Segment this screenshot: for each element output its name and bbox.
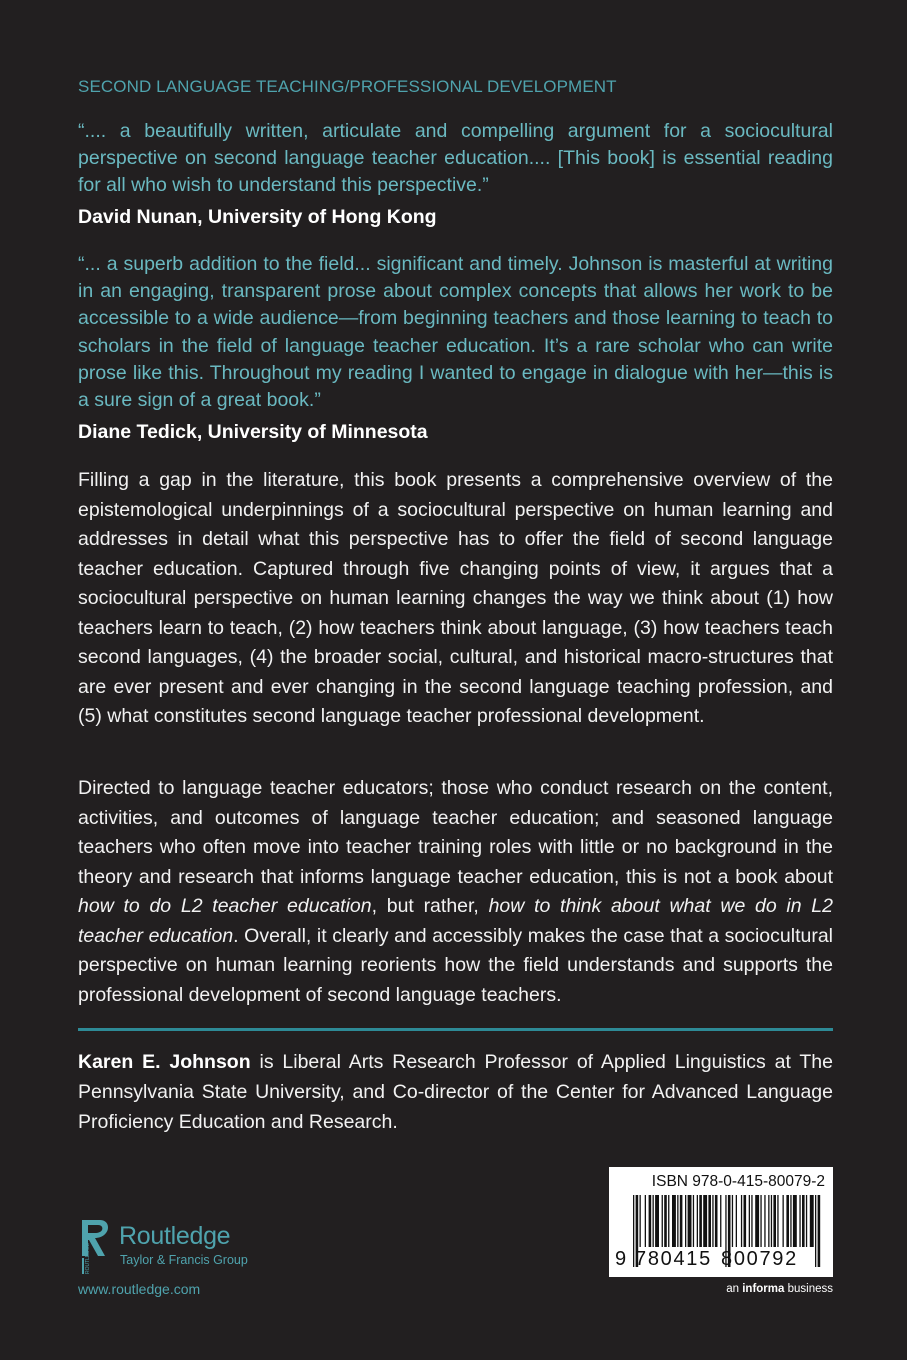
review-quote-1: “.... a beautifully written, articulate and compelling argument for a sociocultural perspective on second language teacher education.... [This book] is essential reading for all who wish to understand this perspective.” xyxy=(78,120,833,197)
svg-text:ROUTLEDGE: ROUTLEDGE xyxy=(85,1242,91,1274)
informa-tagline: an informa business xyxy=(726,1283,833,1295)
publisher-website: www.routledge.com xyxy=(78,1281,201,1297)
barcode-digits-group-1: 780415 xyxy=(635,1248,712,1270)
review-quote-2: “... a superb addition to the field... significant and timely. Johnson is masterful at writing in an engaging, transparent prose about complex concepts that allows her work to be accessible to a wide audience—from beginning teachers and those learning to teach to scholars in the field of language teacher education. It’s a rare scholar who can write prose like this. Throughout my reading I wanted to engage in dialogue with her—this is a sure sign of a great book.” xyxy=(78,253,833,412)
isbn-barcode xyxy=(609,1167,833,1277)
barcode-digits-group-2: 800792 xyxy=(721,1248,798,1270)
category-label: SECOND LANGUAGE TEACHING/PROFESSIONAL DEVELOPMENT xyxy=(78,77,617,96)
description-paragraph-1: Filling a gap in the literature, this book presents a comprehensive overview of the epistemological underpinnings of a sociocultural perspective on human learning and addresses in detail what this perspective has to offer the field of second language teacher education. Captured through five changing points of view, it argues that a sociocultural perspective on human learning changes the way we think about (1) how teachers learn to teach, (2) how teachers think about language, (3) how teachers teach second languages, (4) the broader social, cultural, and historical macro-structures that are ever present and ever changing in the second language teaching profession, and (5) what constitutes second language teacher professional development. xyxy=(78,469,833,727)
publisher-logo xyxy=(78,1218,268,1278)
barcode-digit-lead: 9 xyxy=(615,1248,627,1270)
review-attribution-2: Diane Tedick, University of Minnesota xyxy=(78,421,428,443)
author-name: Karen E. Johnson xyxy=(78,1051,251,1073)
review-attribution-1: David Nunan, University of Hong Kong xyxy=(78,206,437,228)
routledge-logo-icon xyxy=(78,1218,112,1276)
author-bio: Karen E. Johnson is Liberal Arts Research Professor of Applied Linguistics at The Pennsylvania State University, and Co-director of the Center for Advanced Language Proficiency Education and Research. xyxy=(78,1051,833,1133)
publisher-group: Taylor & Francis Group xyxy=(120,1253,248,1267)
section-divider xyxy=(78,1028,833,1031)
publisher-name: Routledge xyxy=(119,1222,231,1250)
isbn-number: ISBN 978-0-415-80079-2 xyxy=(651,1173,825,1190)
description-paragraph-2: Directed to language teacher educators; those who conduct research on the content, activities, and outcomes of language teacher education; and seasoned language teachers who often move into teacher training roles with little or no background in the theory and research that informs language teacher education, this is not a book about how to do L2 teacher education, but rather, how to think about what we do in L2 teacher education. Overall, it clearly and accessibly makes the case that a sociocultural perspective on human learning reorients how the field understands and supports the professional development of second language teachers. xyxy=(78,777,833,1006)
